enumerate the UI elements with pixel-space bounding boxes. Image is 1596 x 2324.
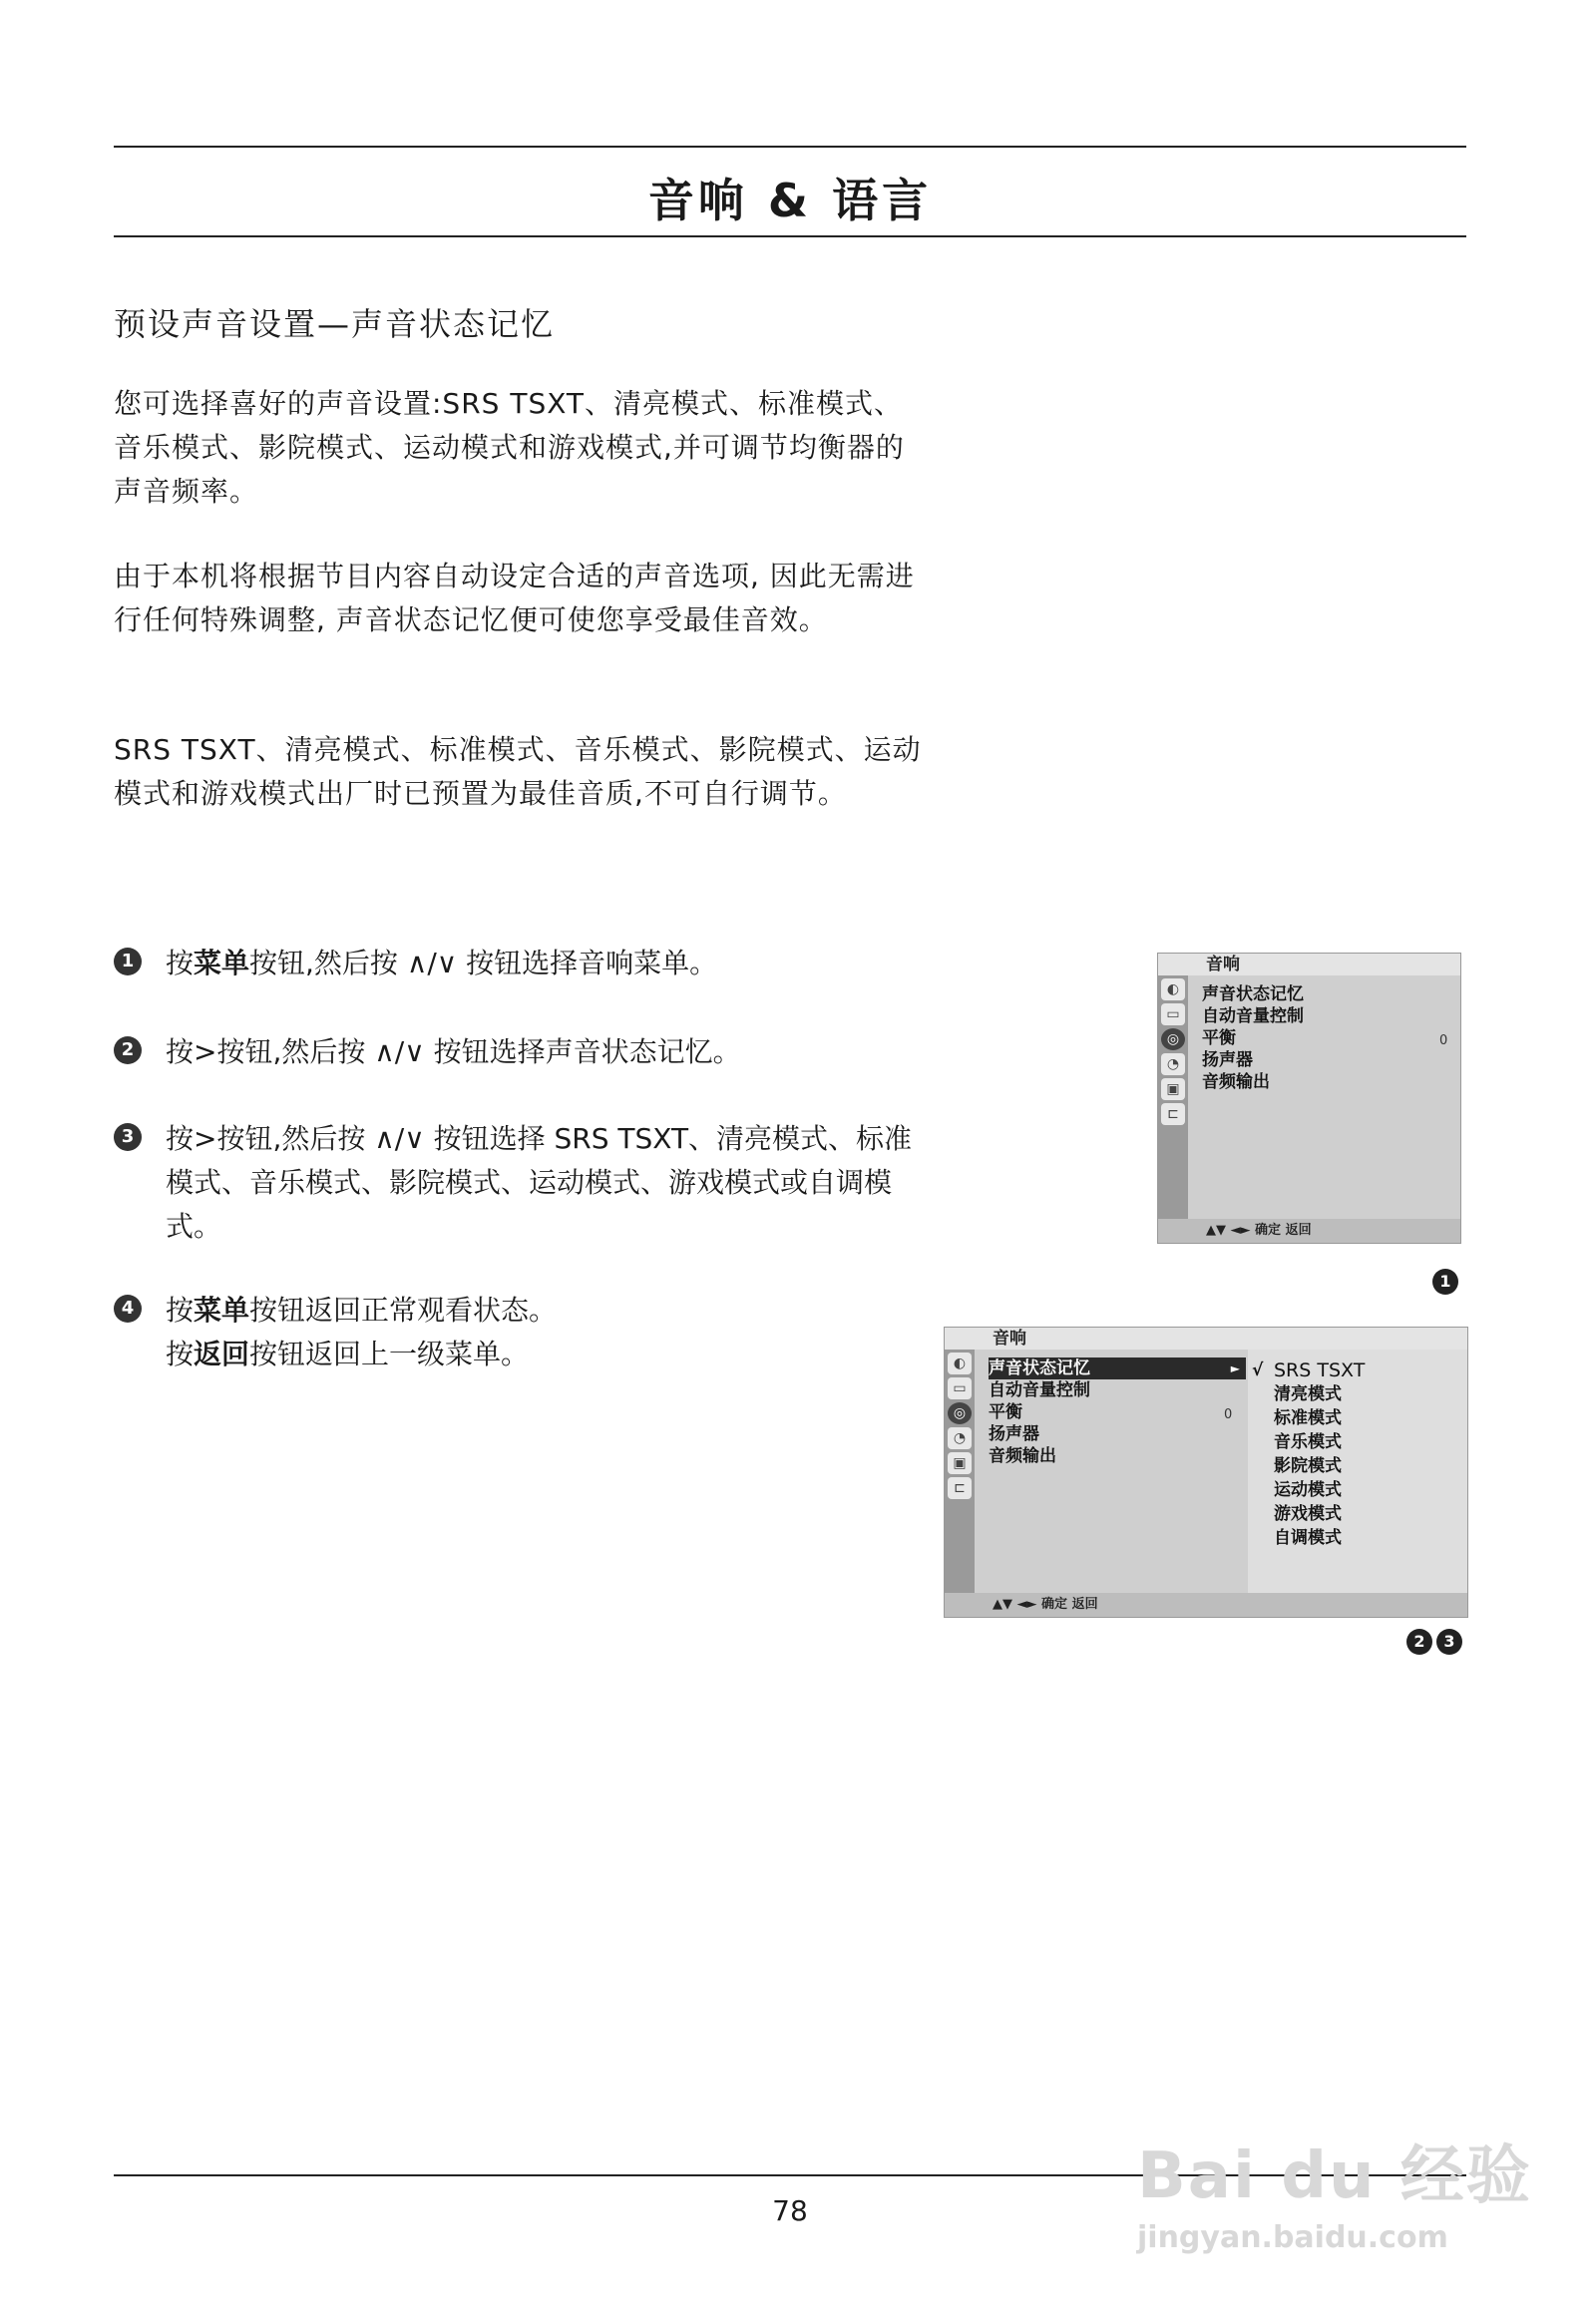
- osd-menu-item: 自动音量控制: [1202, 1006, 1304, 1026]
- clock-icon: ◔: [1161, 1053, 1185, 1075]
- watermark-url: jingyan.baidu.com: [1137, 2220, 1448, 2255]
- step-2: [114, 1030, 932, 1074]
- balance-value: 0: [1224, 1407, 1233, 1422]
- osd-header: 音响: [993, 1329, 1026, 1349]
- osd-menu-item: 平衡: [1202, 1028, 1236, 1048]
- top-rule: [114, 146, 1466, 148]
- input-icon: ⊏: [1161, 1103, 1185, 1125]
- picture-icon: ◐: [948, 1353, 972, 1374]
- step-number: 4: [114, 1295, 142, 1323]
- step-3: [114, 1117, 932, 1249]
- osd-menu-item: 扬声器: [989, 1424, 1039, 1444]
- step-key: 菜单: [194, 1294, 250, 1327]
- step-text: 按钮返回上一级菜单。: [249, 1338, 530, 1370]
- check-icon: √: [1252, 1360, 1264, 1380]
- osd-footer: ▲▼ ◄► 确定 返回: [1206, 1223, 1312, 1238]
- page-title: 音响 & 语言: [647, 174, 933, 227]
- osd-icon-bar: [945, 1350, 975, 1593]
- section-heading: 预设声音设置—声音状态记忆: [114, 305, 556, 343]
- step-text: 按钮,然后按 ∧/∨ 按钮选择音响菜单。: [249, 947, 718, 979]
- screen-icon: ▭: [1161, 1003, 1185, 1025]
- osd-menu-item: 音频输出: [989, 1446, 1056, 1466]
- step-text: 按钮返回正常观看状态。: [249, 1294, 558, 1327]
- sound-icon: ◎: [948, 1402, 972, 1424]
- submenu-arrow-icon: ►: [1230, 1361, 1240, 1375]
- osd-menu-item: 声音状态记忆: [989, 1358, 1090, 1378]
- step-key: 返回: [194, 1338, 250, 1370]
- osd-menu-item-selected: [989, 1357, 1246, 1379]
- osd-screenshot-1: [1157, 953, 1461, 1244]
- sound-mode-option: 标准模式: [1274, 1408, 1342, 1428]
- sound-mode-option: 运动模式: [1274, 1480, 1342, 1500]
- step-number: 2: [114, 1036, 142, 1064]
- clock-icon: ◔: [948, 1427, 972, 1449]
- step-key: 菜单: [194, 947, 250, 979]
- step-text: 按: [166, 1294, 195, 1327]
- sound-mode-option: 自调模式: [1274, 1528, 1342, 1548]
- balance-value: 0: [1439, 1033, 1448, 1048]
- lock-icon: ▣: [948, 1452, 972, 1474]
- paragraph-intro: 您可选择喜好的声音设置:SRS TSXT、清亮模式、标准模式、音乐模式、影院模式、运动模式和游戏模式,并可调节均衡器的声音频率。: [114, 387, 905, 508]
- screen-icon: ▭: [948, 1377, 972, 1399]
- osd-menu-item: 自动音量控制: [989, 1380, 1090, 1400]
- step-text: 按>按钮,然后按 ∧/∨ 按钮选择声音状态记忆。: [166, 1035, 741, 1068]
- sound-mode-option: 影院模式: [1274, 1456, 1342, 1476]
- osd-menu-item: 扬声器: [1202, 1050, 1253, 1070]
- figure-badge-1: 1: [1432, 1269, 1458, 1295]
- paragraph-preset: SRS TSXT、清亮模式、标准模式、音乐模式、影院模式、运动模式和游戏模式出厂时已预置为最佳音质,不可自行调节。: [114, 733, 922, 810]
- paragraph-auto: 由于本机将根据节目内容自动设定合适的声音选项, 因此无需进行任何特殊调整, 声音状态记忆便可使您享受最佳音效。: [114, 560, 915, 636]
- title-underline: [114, 235, 1466, 237]
- sound-mode-option: 游戏模式: [1274, 1504, 1342, 1524]
- sound-icon: ◎: [1161, 1028, 1185, 1050]
- figure-badge-2: 2: [1406, 1629, 1432, 1655]
- step-number: 1: [114, 948, 142, 975]
- lock-icon: ▣: [1161, 1078, 1185, 1100]
- page-number: 78: [772, 2194, 808, 2227]
- osd-menu-item: 声音状态记忆: [1202, 984, 1304, 1004]
- watermark-brand: Bai du 经验: [1137, 2139, 1532, 2213]
- osd-menu-item: 平衡: [989, 1402, 1022, 1422]
- osd-menu-item: 音频输出: [1202, 1072, 1270, 1092]
- osd-icon-bar: [1158, 975, 1188, 1219]
- osd-footer: ▲▼ ◄► 确定 返回: [993, 1597, 1098, 1612]
- figure-badge-3: 3: [1436, 1629, 1462, 1655]
- osd-header: 音响: [1206, 955, 1240, 974]
- step-text: 按: [166, 947, 195, 979]
- step-4: [114, 1289, 932, 1376]
- picture-icon: ◐: [1161, 978, 1185, 1000]
- input-icon: ⊏: [948, 1477, 972, 1499]
- step-number: 3: [114, 1123, 142, 1151]
- sound-mode-option: SRS TSXT: [1274, 1359, 1366, 1381]
- watermark: [1137, 2125, 1532, 2255]
- step-1: [114, 942, 932, 985]
- sound-mode-option: 音乐模式: [1274, 1432, 1342, 1452]
- osd-screenshot-2: [944, 1327, 1468, 1618]
- step-text: 按>按钮,然后按 ∧/∨ 按钮选择 SRS TSXT、清亮模式、标准模式、音乐模式、影院模式、运动模式、游戏模式或自调模式。: [166, 1122, 913, 1243]
- step-text: 按: [166, 1338, 195, 1370]
- sound-mode-option: 清亮模式: [1274, 1384, 1342, 1404]
